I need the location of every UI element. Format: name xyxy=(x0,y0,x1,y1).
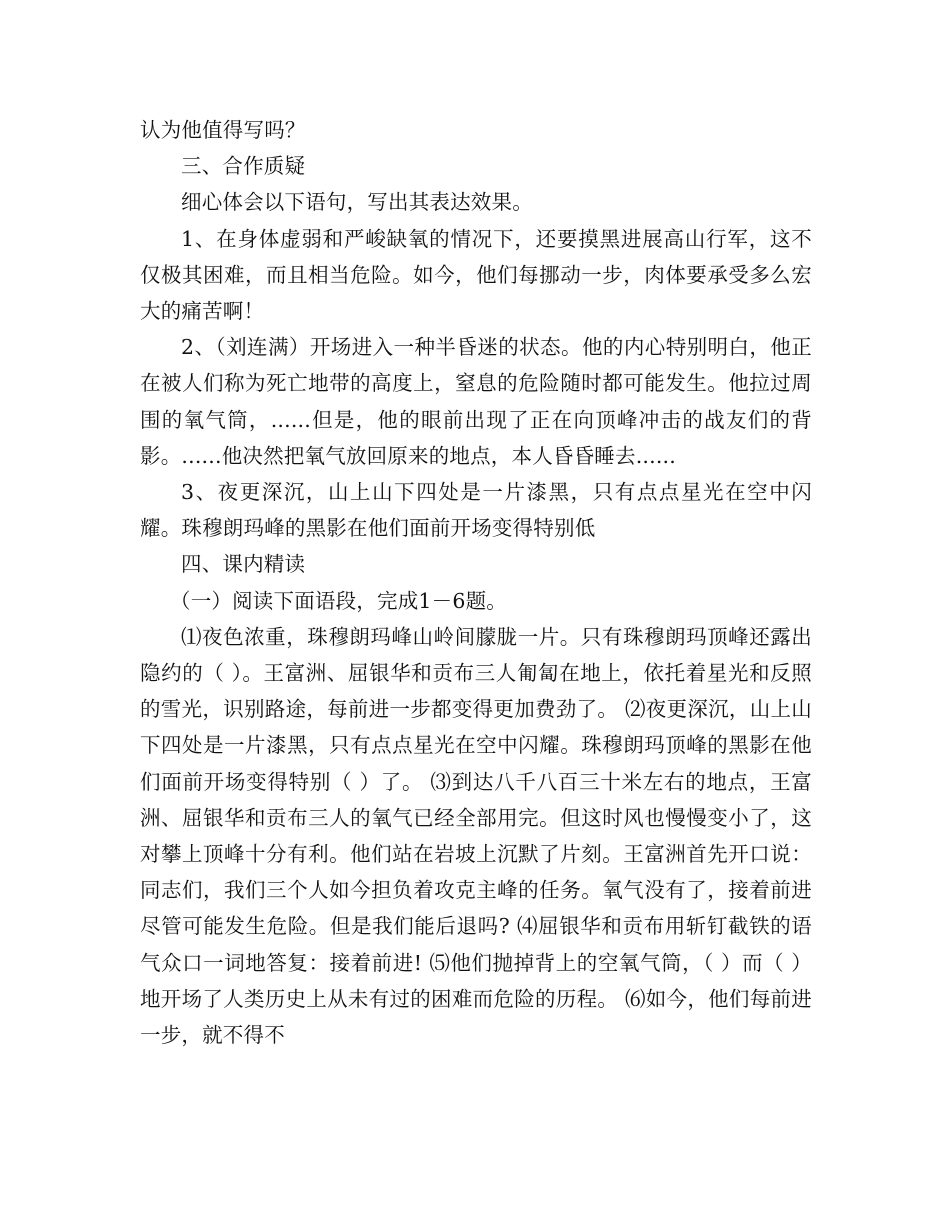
question-1: 1、在身体虚弱和严峻缺氧的情况下，还要摸黑进展高山行军，这不仅极其困难，而且相当危险。如今，他们每挪动一步，肉体要承受多么宏大的痛苦啊！ xyxy=(140,226,812,324)
section-heading-cooperation: 三、合作质疑 xyxy=(181,154,306,179)
subsection-heading: （一）阅读下面语段，完成1－6题。 xyxy=(170,588,507,613)
reading-passage: ⑴夜色浓重，珠穆朗玛峰山岭间朦胧一片。只有珠穆朗玛顶峰还露出隐约的（ ）。王富洲、屈银华和贡布三人匍匐在地上，依托着星光和反照的雪光，识别路途，每前进一步都变得更加费劲了。 ⑵夜更深沉，山上山下四处是一片漆黑，只有点点星光在空中闪耀。珠穆朗玛顶峰的黑影在他们面前开场变得特别（ ）了。 ⑶到达八千八百三十米左右的地点，王富洲、屈银华和贡布三人的氧气已经全部用完。但这时风也慢慢变小了，这对攀上顶峰十分有利。他们站在岩坡上沉默了片刻。王富洲首先开口说：同志们，我们三个人如今担负着攻克主峰的任务。氧气没有了，接着前进尽管可能发生危险。但是我们能后退吗? ⑷屈银华和贡布用斩钉截铁的语气众口一词地答复：接着前进! ⑸他们抛掉背上的空氧气筒，（ ）而（ ）地开场了人类历史上从未有过的困难而危险的历程。 ⑹如今，他们每前进一步，就不得不 xyxy=(140,624,812,1048)
question-2: 2、（刘连满）开场进入一种半昏迷的状态。他的内心特别明白，他正在被人们称为死亡地带的高度上，窒息的危险随时都可能发生。他拉过周围的氧气筒，......但是，他的眼前出现了正在向顶峰冲击的战友们的背影。......他决然把氧气放回原来的地点，本人昏昏睡去...... xyxy=(140,335,812,468)
paragraph-previous-end: 认为他值得写吗？ xyxy=(140,118,306,142)
question-3: 3、夜更深沉，山上山下四处是一片漆黑，只有点点星光在空中闪耀。珠穆朗玛峰的黑影在他们面前开场变得特别低 xyxy=(140,480,812,541)
document-body xyxy=(140,112,812,1053)
instruction-text: 细心体会以下语句，写出其表达效果。 xyxy=(181,190,533,215)
section-heading-reading: 四、课内精读 xyxy=(181,552,306,577)
